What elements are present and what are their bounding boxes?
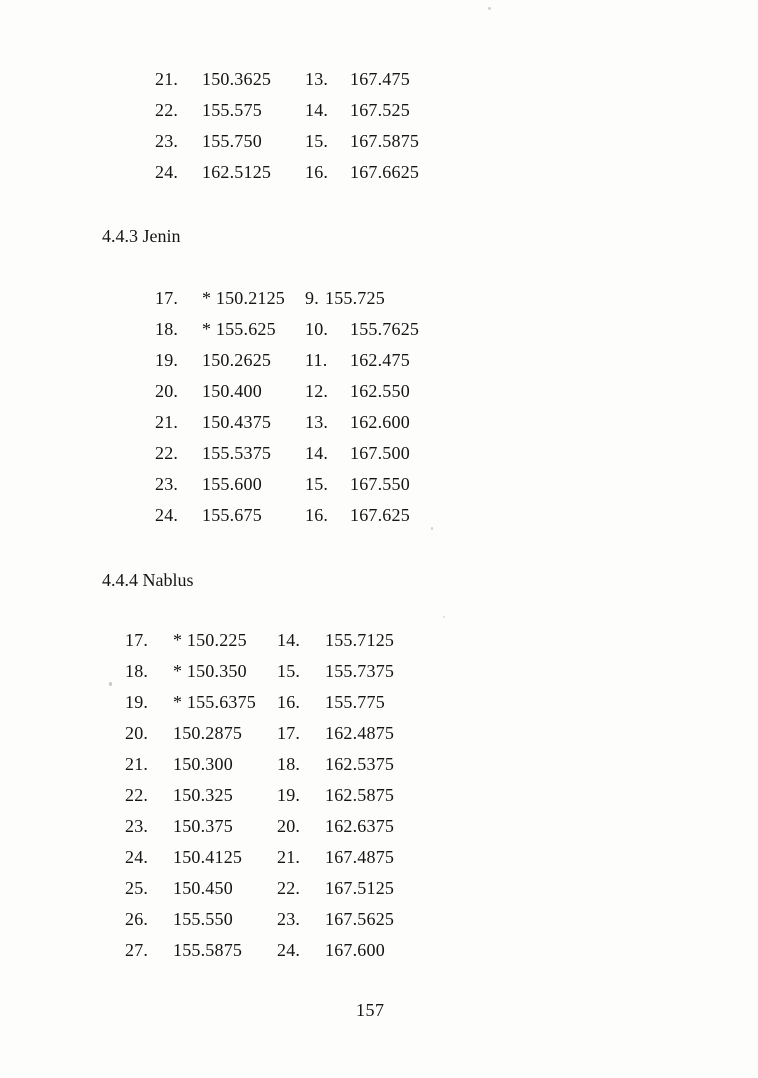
list-row	[0, 283, 758, 314]
item-value: 155.775	[325, 692, 385, 712]
item-number: 23.	[155, 131, 179, 151]
item-number: 19.	[277, 785, 301, 805]
item-number: 22.	[155, 443, 179, 463]
item-number: 18.	[155, 319, 179, 339]
item-number: 16.	[277, 692, 301, 712]
list-row	[0, 904, 758, 935]
item-number: 21.	[277, 847, 301, 867]
item-value: 150.2875	[173, 723, 243, 743]
item-number: 13.	[305, 412, 329, 432]
item-number: 25.	[125, 878, 149, 898]
item-value: 162.6375	[325, 816, 395, 836]
item-number: 21.	[155, 69, 179, 89]
item-value: 167.4875	[325, 847, 395, 867]
item-value: 167.550	[350, 474, 410, 494]
item-value: 167.5625	[325, 909, 395, 929]
list-row	[0, 811, 758, 842]
item-value: 162.5875	[325, 785, 395, 805]
item-value: 150.325	[173, 785, 233, 805]
scan-speck	[443, 616, 445, 618]
list-row	[0, 780, 758, 811]
item-number: 16.	[305, 505, 329, 525]
item-value: 155.550	[173, 909, 233, 929]
item-number: 18.	[125, 661, 149, 681]
item-value: 167.600	[325, 940, 385, 960]
item-number: 12.	[305, 381, 329, 401]
item-value: * 150.2125	[202, 288, 285, 308]
list-rows	[0, 64, 758, 188]
item-number: 17.	[277, 723, 301, 743]
item-value: 167.475	[350, 69, 410, 89]
item-number: 16.	[305, 162, 329, 182]
item-number: 23.	[155, 474, 179, 494]
scan-speck	[431, 527, 433, 530]
list-row	[0, 842, 758, 873]
item-number: 20.	[155, 381, 179, 401]
list-row	[0, 469, 758, 500]
item-value: 162.5125	[202, 162, 272, 182]
item-number: 24.	[125, 847, 149, 867]
item-number: 22.	[155, 100, 179, 120]
item-number: 20.	[277, 816, 301, 836]
item-number: 22.	[277, 878, 301, 898]
item-number: 18.	[277, 754, 301, 774]
item-value: * 155.625	[202, 319, 276, 339]
item-value: 150.3625	[202, 69, 272, 89]
item-value: 167.6625	[350, 162, 420, 182]
item-number: 14.	[277, 630, 301, 650]
item-value: 167.5875	[350, 131, 420, 151]
list-rows	[0, 283, 758, 531]
item-value: 155.5875	[173, 940, 243, 960]
list-row	[0, 438, 758, 469]
item-value: 150.2625	[202, 350, 272, 370]
item-value: * 150.350	[173, 661, 247, 681]
item-number: 13.	[305, 69, 329, 89]
page-number: 157	[356, 1000, 385, 1020]
list-row	[0, 95, 758, 126]
item-number: 21.	[155, 412, 179, 432]
list-row	[0, 126, 758, 157]
item-number: 20.	[125, 723, 149, 743]
item-number: 9.	[305, 288, 319, 308]
item-value: 167.525	[350, 100, 410, 120]
item-value: 162.550	[350, 381, 410, 401]
section-heading-nablus: 4.4.4 Nablus	[102, 570, 194, 590]
list-row	[0, 873, 758, 904]
list-row	[0, 500, 758, 531]
item-value: 150.4125	[173, 847, 243, 867]
section-heading-jenin: 4.4.3 Jenin	[102, 226, 181, 246]
list-row	[0, 157, 758, 188]
item-value: * 150.225	[173, 630, 247, 650]
item-number: 23.	[125, 816, 149, 836]
item-value: 162.5375	[325, 754, 395, 774]
item-number: 24.	[155, 505, 179, 525]
list-row	[0, 376, 758, 407]
item-value: 167.500	[350, 443, 410, 463]
item-number: 15.	[277, 661, 301, 681]
list-row	[0, 407, 758, 438]
list-rows	[0, 625, 758, 966]
item-number: 23.	[277, 909, 301, 929]
item-value: 155.7125	[325, 630, 395, 650]
item-number: 27.	[125, 940, 149, 960]
scan-speck	[488, 7, 491, 10]
item-number: 14.	[305, 100, 329, 120]
list-row	[0, 656, 758, 687]
list-row	[0, 749, 758, 780]
item-value: 150.400	[202, 381, 262, 401]
item-value: 155.600	[202, 474, 262, 494]
item-value: 155.750	[202, 131, 262, 151]
item-number: 19.	[155, 350, 179, 370]
item-value: * 155.6375	[173, 692, 256, 712]
list-row	[0, 625, 758, 656]
list-row	[0, 64, 758, 95]
item-value: 150.450	[173, 878, 233, 898]
item-number: 14.	[305, 443, 329, 463]
item-value: 150.4375	[202, 412, 272, 432]
list-row	[0, 345, 758, 376]
item-value: 150.300	[173, 754, 233, 774]
item-value: 150.375	[173, 816, 233, 836]
list-row	[0, 718, 758, 749]
item-number: 24.	[277, 940, 301, 960]
item-value: 162.600	[350, 412, 410, 432]
item-number: 24.	[155, 162, 179, 182]
item-value: 155.725	[325, 288, 385, 308]
item-value: 167.5125	[325, 878, 395, 898]
item-value: 155.675	[202, 505, 262, 525]
item-number: 17.	[125, 630, 149, 650]
item-value: 162.475	[350, 350, 410, 370]
scan-speck	[109, 682, 112, 686]
item-value: 167.625	[350, 505, 410, 525]
item-number: 17.	[155, 288, 179, 308]
item-number: 10.	[305, 319, 329, 339]
item-number: 21.	[125, 754, 149, 774]
item-number: 22.	[125, 785, 149, 805]
item-number: 15.	[305, 131, 329, 151]
item-number: 19.	[125, 692, 149, 712]
list-row	[0, 314, 758, 345]
item-value: 155.575	[202, 100, 262, 120]
item-value: 162.4875	[325, 723, 395, 743]
item-value: 155.7375	[325, 661, 395, 681]
item-number: 11.	[305, 350, 328, 370]
list-row	[0, 935, 758, 966]
item-number: 26.	[125, 909, 149, 929]
item-value: 155.5375	[202, 443, 272, 463]
item-value: 155.7625	[350, 319, 420, 339]
item-number: 15.	[305, 474, 329, 494]
list-row	[0, 687, 758, 718]
